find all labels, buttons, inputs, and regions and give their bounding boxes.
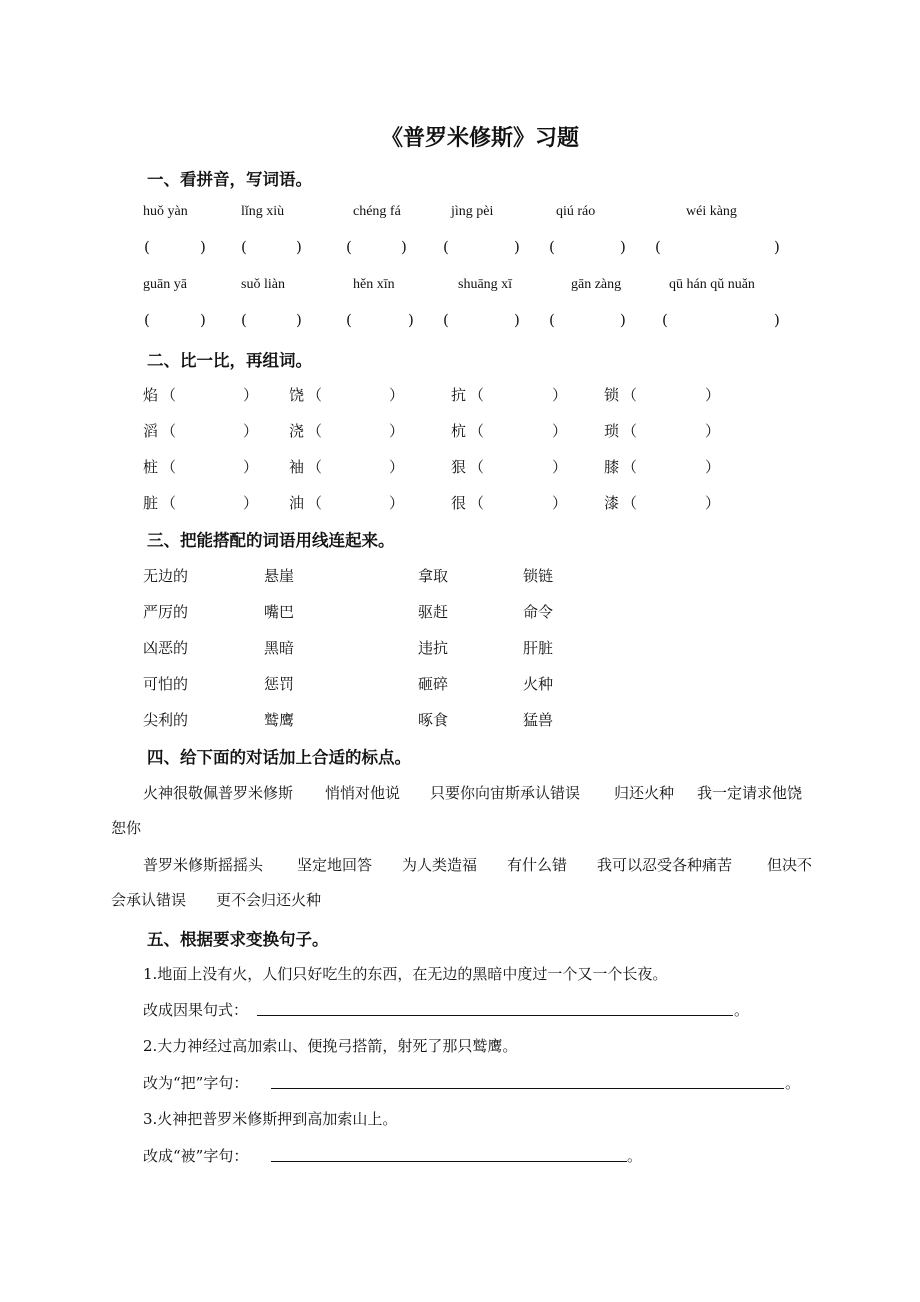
bracket-open: ( <box>443 238 449 256</box>
bracket-close: ) <box>408 311 414 329</box>
answer-3-line[interactable] <box>271 1161 627 1162</box>
dialogue-segment: 更不会归还火种 <box>216 891 322 909</box>
match-word: 肝脏 <box>523 639 554 657</box>
dialogue-segment: 但决不 <box>767 856 813 874</box>
pinyin: suǒ liàn <box>241 277 285 292</box>
char: 焰 <box>143 386 159 404</box>
bracket-close: ) <box>296 238 302 256</box>
pinyin: chéng fá <box>353 204 401 219</box>
char: 袖 <box>289 458 305 476</box>
pinyin: wéi kàng <box>686 204 737 219</box>
bracket-open: ( <box>346 311 352 329</box>
bracket-open: （ <box>469 458 485 476</box>
bracket-close: ） <box>552 386 568 404</box>
pinyin: shuāng xī <box>458 277 513 292</box>
char: 膝 <box>604 458 620 476</box>
match-word: 尖利的 <box>143 711 189 729</box>
bracket-open: ( <box>549 311 555 329</box>
dialogue-segment: 悄悄对他说 <box>325 784 401 802</box>
match-word: 拿取 <box>418 567 449 585</box>
dialogue-segment: 坚定地回答 <box>297 856 373 874</box>
bracket-close: ) <box>200 238 206 256</box>
section-3-heading: 三、把能搭配的词语用线连起来。 <box>147 531 395 550</box>
bracket-close: ) <box>774 238 780 256</box>
bracket-close: ) <box>620 311 626 329</box>
answer-1-label: 改成因果句式： <box>143 1001 249 1019</box>
bracket-close: ） <box>705 386 721 404</box>
char: 浇 <box>289 422 305 440</box>
question-1: 1.地面上没有火，人们只好吃生的东西，在无边的黑暗中度过一个又一个长夜。 <box>143 965 668 983</box>
match-word: 砸碎 <box>418 675 449 693</box>
bracket-open: （ <box>307 458 323 476</box>
pinyin: jìng pèi <box>451 204 494 219</box>
bracket-close: ） <box>552 458 568 476</box>
bracket-close: ） <box>552 422 568 440</box>
char: 很 <box>451 494 467 512</box>
answer-1-line[interactable] <box>257 1015 733 1016</box>
pinyin: qū hán qǔ nuǎn <box>669 277 755 292</box>
bracket-close: ) <box>514 311 520 329</box>
answer-2-line[interactable] <box>271 1088 784 1089</box>
match-word: 鹫鹰 <box>264 711 295 729</box>
bracket-open: ( <box>443 311 449 329</box>
dialogue-segment: 有什么错 <box>507 856 568 874</box>
char: 琐 <box>604 422 620 440</box>
answer-1-end: 。 <box>734 1001 750 1019</box>
bracket-close: ） <box>243 422 259 440</box>
pinyin: qiú ráo <box>556 204 596 219</box>
bracket-open: ( <box>241 238 247 256</box>
pinyin: gān zàng <box>571 277 622 292</box>
bracket-open: （ <box>161 422 177 440</box>
bracket-open: （ <box>622 422 638 440</box>
dialogue-segment: 恕你 <box>111 819 142 837</box>
bracket-open: ( <box>241 311 247 329</box>
section-4-heading: 四、给下面的对话加上合适的标点。 <box>147 748 411 767</box>
bracket-close: ) <box>401 238 407 256</box>
bracket-open: （ <box>161 494 177 512</box>
bracket-open: （ <box>307 422 323 440</box>
char: 锁 <box>604 386 620 404</box>
page-title: 《普罗米修斯》习题 <box>381 125 580 151</box>
bracket-close: ） <box>389 458 405 476</box>
char: 桩 <box>143 458 159 476</box>
bracket-close: ) <box>620 238 626 256</box>
match-word: 猛兽 <box>523 711 554 729</box>
bracket-close: ） <box>243 458 259 476</box>
bracket-open: ( <box>655 238 661 256</box>
bracket-close: ） <box>705 458 721 476</box>
match-word: 嘴巴 <box>264 603 295 621</box>
dialogue-segment: 我一定请求他饶 <box>697 784 803 802</box>
bracket-open: （ <box>307 494 323 512</box>
bracket-open: （ <box>469 494 485 512</box>
bracket-open: （ <box>161 458 177 476</box>
answer-3-label: 改成“被”字句： <box>143 1147 249 1165</box>
match-word: 可怕的 <box>143 675 189 693</box>
bracket-open: （ <box>622 386 638 404</box>
char: 抗 <box>451 386 467 404</box>
bracket-open: ( <box>144 311 150 329</box>
section-1-heading: 一、看拼音，写词语。 <box>147 170 312 189</box>
bracket-open: （ <box>469 386 485 404</box>
match-word: 严厉的 <box>143 603 189 621</box>
match-word: 凶恶的 <box>143 639 189 657</box>
char: 杭 <box>451 422 467 440</box>
char: 滔 <box>143 422 159 440</box>
bracket-open: ( <box>346 238 352 256</box>
bracket-open: （ <box>161 386 177 404</box>
dialogue-segment: 我可以忍受各种痛苦 <box>597 856 733 874</box>
char: 饶 <box>289 386 305 404</box>
dialogue-segment: 只要你向宙斯承认错误 <box>430 784 581 802</box>
bracket-close: ） <box>389 494 405 512</box>
match-word: 黑暗 <box>264 639 295 657</box>
bracket-close: ) <box>514 238 520 256</box>
bracket-close: ） <box>389 386 405 404</box>
bracket-open: （ <box>469 422 485 440</box>
pinyin: guān yā <box>143 277 187 292</box>
dialogue-segment: 普罗米修斯摇摇头 <box>143 856 264 874</box>
bracket-open: （ <box>307 386 323 404</box>
char: 狠 <box>451 458 467 476</box>
pinyin: hěn xīn <box>353 277 395 292</box>
match-word: 命令 <box>523 603 554 621</box>
answer-3-end: 。 <box>627 1147 643 1165</box>
dialogue-segment: 为人类造福 <box>402 856 478 874</box>
bracket-open: ( <box>662 311 668 329</box>
bracket-open: （ <box>622 494 638 512</box>
bracket-close: ） <box>243 386 259 404</box>
answer-2-label: 改为“把”字句： <box>143 1074 249 1092</box>
bracket-close: ) <box>296 311 302 329</box>
bracket-open: ( <box>549 238 555 256</box>
match-word: 火种 <box>523 675 554 693</box>
char: 漆 <box>604 494 620 512</box>
bracket-close: ） <box>705 422 721 440</box>
char: 油 <box>289 494 305 512</box>
match-word: 悬崖 <box>264 567 295 585</box>
bracket-close: ） <box>705 494 721 512</box>
match-word: 惩罚 <box>264 675 295 693</box>
pinyin: lǐng xiù <box>241 204 285 219</box>
char: 脏 <box>143 494 159 512</box>
dialogue-segment: 归还火种 <box>614 784 675 802</box>
bracket-open: ( <box>144 238 150 256</box>
match-word: 啄食 <box>418 711 449 729</box>
dialogue-segment: 火神很敬佩普罗米修斯 <box>143 784 294 802</box>
match-word: 锁链 <box>523 567 554 585</box>
bracket-close: ) <box>200 311 206 329</box>
bracket-close: ) <box>774 311 780 329</box>
match-word: 驱赶 <box>418 603 449 621</box>
match-word: 违抗 <box>418 639 449 657</box>
question-2: 2.大力神经过高加索山、便挽弓搭箭，射死了那只鹫鹰。 <box>143 1037 518 1055</box>
bracket-close: ） <box>243 494 259 512</box>
bracket-close: ） <box>389 422 405 440</box>
answer-2-end: 。 <box>785 1074 801 1092</box>
question-3: 3.火神把普罗米修斯押到高加索山上。 <box>143 1110 398 1128</box>
bracket-close: ） <box>552 494 568 512</box>
pinyin: huǒ yàn <box>143 204 188 219</box>
match-word: 无边的 <box>143 567 189 585</box>
bracket-open: （ <box>622 458 638 476</box>
section-2-heading: 二、比一比，再组词。 <box>147 351 312 370</box>
section-5-heading: 五、根据要求变换句子。 <box>147 930 329 949</box>
dialogue-segment: 会承认错误 <box>111 891 187 909</box>
